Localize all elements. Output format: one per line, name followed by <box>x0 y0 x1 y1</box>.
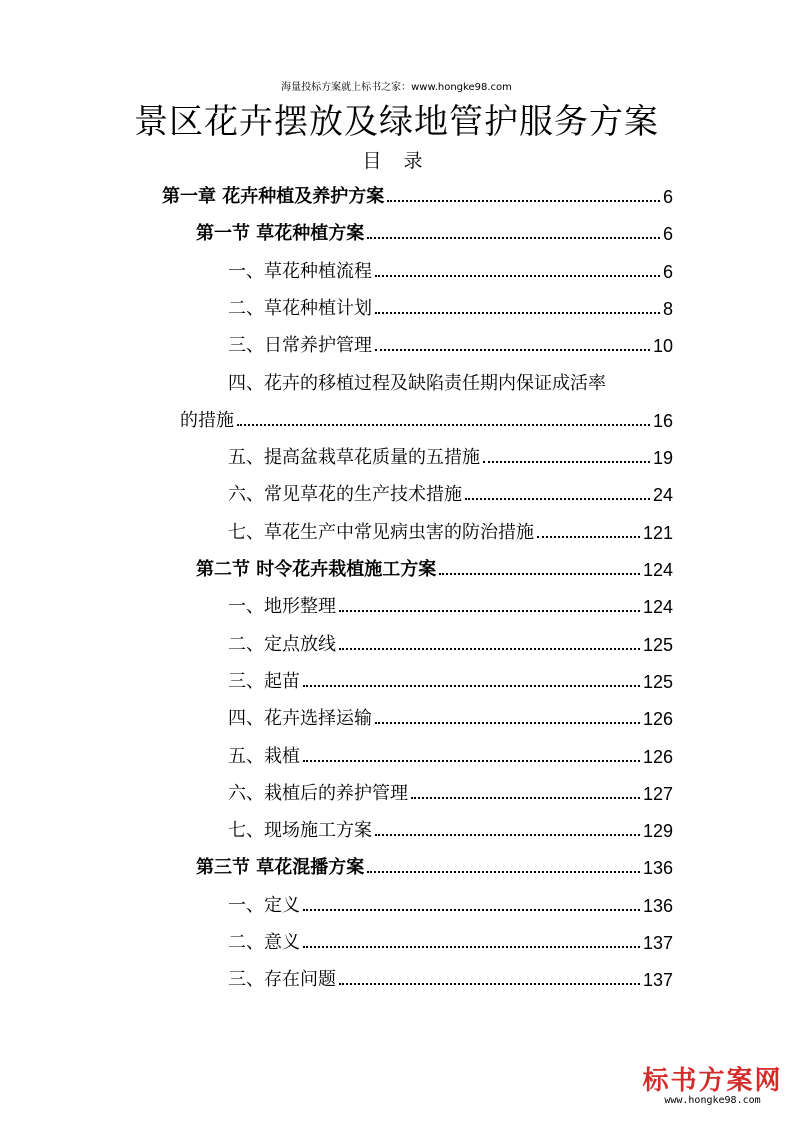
toc-page-number: 124 <box>642 560 673 580</box>
toc-entry[interactable] <box>228 700 673 730</box>
toc-entry[interactable] <box>180 402 673 432</box>
toc-entry[interactable] <box>196 849 673 879</box>
toc-dot-leader <box>303 760 640 762</box>
toc-entry-label: 三、存在问题 <box>228 969 336 991</box>
toc-page-number: 16 <box>652 410 673 431</box>
toc-dot-leader <box>237 424 650 426</box>
toc-page-number: 6 <box>662 187 673 207</box>
toc-page-number: 6 <box>662 261 673 282</box>
toc-entry[interactable] <box>228 439 673 469</box>
toc-entry[interactable] <box>162 178 673 208</box>
toc-dot-leader <box>303 946 640 948</box>
toc-entry[interactable] <box>228 961 673 991</box>
toc-entry[interactable] <box>228 738 673 768</box>
toc-dot-leader <box>375 834 640 836</box>
toc-page-number: 10 <box>652 336 673 357</box>
toc-dot-leader <box>339 983 640 985</box>
toc-heading: 目 录 <box>362 150 431 172</box>
toc-entry[interactable] <box>196 551 673 581</box>
toc-page-number: 121 <box>642 522 673 543</box>
toc-entry-label: 五、提高盆栽草花质量的五措施 <box>228 447 480 469</box>
toc-entry[interactable] <box>228 327 673 357</box>
toc-entry[interactable] <box>228 588 673 618</box>
toc-page-number: 136 <box>642 895 673 916</box>
toc-entry[interactable] <box>228 290 673 320</box>
toc-entry-label: 第三节 草花混播方案 <box>196 857 365 879</box>
toc-entry-label: 七、草花生产中常见病虫害的防治措施 <box>228 521 534 543</box>
toc-dot-leader <box>339 610 640 612</box>
watermark-logo <box>640 1060 785 1106</box>
toc-entry-label: 第二节 时令花卉栽植施工方案 <box>196 559 437 580</box>
watermark-url: www.hongke98.com <box>664 1095 761 1106</box>
toc-entry-label: 一、草花种植流程 <box>228 260 372 282</box>
toc-page-number: 127 <box>642 783 673 804</box>
toc-entry[interactable] <box>228 812 673 842</box>
toc-dot-leader <box>303 909 640 911</box>
header-note: 海量投标方案就上标书之家：www.hongke98.com <box>281 82 512 93</box>
toc-page-number: 6 <box>662 224 673 245</box>
toc-dot-leader <box>367 871 640 873</box>
toc-entry-label-line1: 四、花卉的移植过程及缺陷责任期内保证成活率 <box>228 372 606 394</box>
toc-dot-leader <box>367 237 660 239</box>
toc-page-number: 124 <box>642 597 673 618</box>
toc-page-number: 8 <box>662 298 673 319</box>
toc-dot-leader <box>375 722 640 724</box>
document-title: 景区花卉摆放及绿地管护服务方案 <box>134 102 659 142</box>
toc-entry-label: 五、栽植 <box>228 745 300 767</box>
toc-entry-label: 第一节 草花种植方案 <box>196 223 365 245</box>
toc-entry[interactable] <box>228 775 673 805</box>
toc-page-number: 136 <box>642 858 673 879</box>
toc-entry-label: 二、草花种植计划 <box>228 297 372 319</box>
toc-entry-label: 三、起苗 <box>228 670 300 692</box>
toc-dot-leader <box>375 349 650 351</box>
toc-entry[interactable] <box>228 924 673 954</box>
toc-page-number: 125 <box>642 634 673 655</box>
toc-page-number: 125 <box>642 671 673 692</box>
toc-dot-leader <box>339 648 640 650</box>
toc-entry[interactable] <box>196 215 673 245</box>
toc-entry[interactable] <box>228 476 673 506</box>
toc-entry[interactable] <box>228 626 673 656</box>
toc-dot-leader <box>375 275 660 277</box>
toc-entry-label: 七、现场施工方案 <box>228 820 372 842</box>
toc-entry[interactable] <box>228 887 673 917</box>
toc-page-number: 24 <box>652 485 673 506</box>
watermark-brand: 标书方案网 <box>642 1066 783 1096</box>
toc-dot-leader <box>411 797 640 799</box>
toc-dot-leader <box>303 685 640 687</box>
toc-dot-leader <box>375 312 660 314</box>
toc-dot-leader <box>439 573 640 575</box>
toc-page-number: 19 <box>652 448 673 469</box>
toc-entry-label: 一、定义 <box>228 894 300 916</box>
toc-entry-label: 二、意义 <box>228 932 300 953</box>
toc-dot-leader <box>465 498 650 500</box>
toc-entry[interactable] <box>228 663 673 693</box>
toc-page-number: 126 <box>642 709 673 730</box>
toc-page-number: 129 <box>642 821 673 842</box>
toc-dot-leader <box>537 536 640 538</box>
toc-entry-label: 一、地形整理 <box>228 596 336 618</box>
toc-page-number: 137 <box>642 933 673 953</box>
toc-entry-label: 三、日常养护管理 <box>228 335 372 357</box>
toc-page-number: 126 <box>642 746 673 767</box>
toc-entry-label: 第一章 花卉种植及养护方案 <box>162 186 385 207</box>
toc-entry-label: 六、常见草花的生产技术措施 <box>228 484 462 506</box>
toc-dot-leader <box>483 461 650 463</box>
toc-entry-label: 二、定点放线 <box>228 633 336 655</box>
toc-entry-label: 四、花卉选择运输 <box>228 708 372 730</box>
toc-entry[interactable] <box>228 253 673 283</box>
toc-entry-label: 六、栽植后的养护管理 <box>228 782 408 804</box>
toc-entry-label: 的措施 <box>180 409 234 431</box>
toc-entry[interactable] <box>228 514 673 544</box>
toc-dot-leader <box>387 200 660 202</box>
toc-page-number: 137 <box>642 970 673 991</box>
